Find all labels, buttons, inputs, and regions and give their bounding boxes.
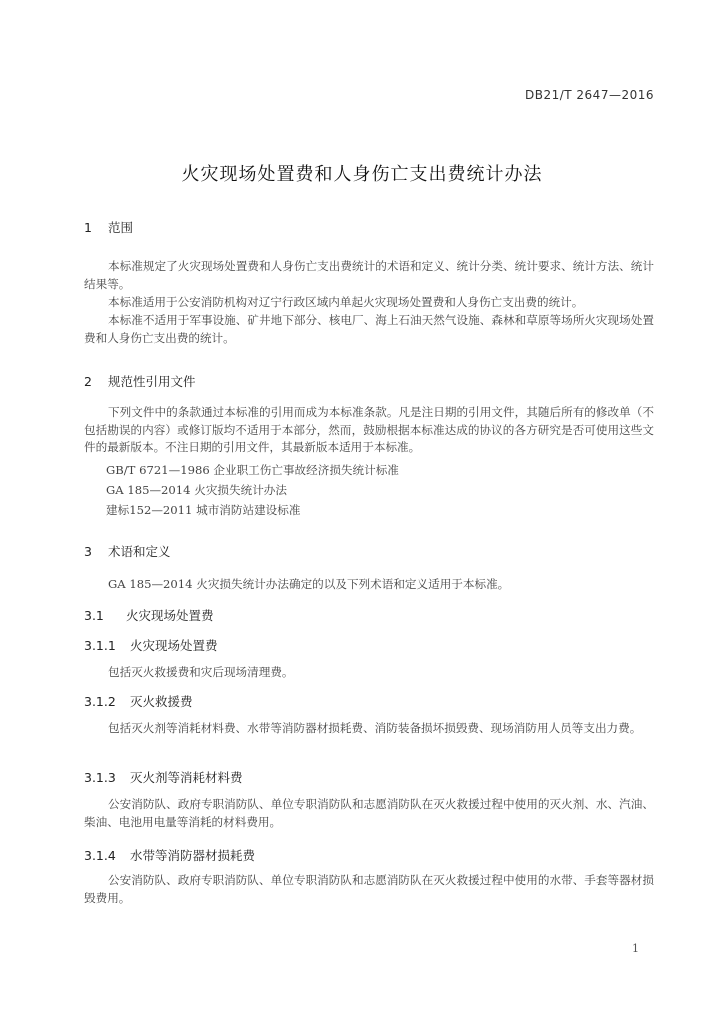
subsection-3-1-1-text: 包括灭火救援费和灾后现场清理费。 — [108, 665, 294, 679]
section-title: 范围 — [107, 220, 133, 235]
subsection-3-1-2-text: 包括灭火剂等消耗材料费、水带等消防器材损耗费、消防装备损坏损毁费、现场消防用人员等支出力费。 — [108, 721, 642, 735]
subsection-title: 灭火救援费 — [129, 694, 193, 709]
subsection-title: 水带等消防器材损耗费 — [129, 848, 255, 863]
page-number: 1 — [632, 942, 639, 955]
section-number: 2 — [84, 374, 92, 389]
subsection-title: 火灾现场处置费 — [129, 638, 218, 653]
section-2-heading — [84, 372, 196, 390]
subsection-number: 3.1.1 — [84, 638, 116, 653]
subsection-title: 火灾现场处置费 — [125, 608, 214, 623]
subsection-3-1-4-heading — [84, 846, 255, 864]
reference-item: GB/T 6721—1986 企业职工伤亡事故经济损失统计标准 — [106, 463, 399, 477]
subsection-3-1-2-heading — [84, 692, 193, 710]
reference-item: 建标152—2011 城市消防站建设标准 — [106, 503, 301, 517]
subsection-number: 3.1 — [84, 608, 104, 623]
section-2-para-1: 下列文件中的条款通过本标准的引用而成为本标准条款。凡是注日期的引用文件，其随后所有的修改单（不包括勘误的内容）或修订版均不适用于本部分，然而，鼓励根据本标准达成的协议的各方研究是否可使用这些文件的最新版本。不注日期的引用文件，其最新版本适用于本标准。 — [84, 405, 654, 454]
standard-code: DB21/T 2647—2016 — [524, 88, 654, 102]
document-title: 火灾现场处置费和人身伤亡支出费统计办法 — [181, 164, 543, 185]
subsection-3-1-1-heading — [84, 636, 218, 654]
subsection-title: 灭火剂等消耗材料费 — [129, 770, 243, 785]
section-number: 1 — [84, 220, 92, 235]
section-3-heading — [84, 542, 171, 560]
section-1-para-2: 本标准适用于公安消防机构对辽宁行政区域内单起火灾现场处置费和人身伤亡支出费的统计。 — [108, 295, 584, 309]
section-1-para-1: 本标准规定了火灾现场处置费和人身伤亡支出费统计的术语和定义、统计分类、统计要求、统计方法、统计结果等。 — [84, 259, 654, 291]
section-1-heading — [84, 218, 133, 236]
subsection-3-1-3-heading — [84, 768, 243, 786]
section-number: 3 — [84, 544, 92, 559]
subsection-3-1-heading — [84, 606, 214, 624]
subsection-number: 3.1.3 — [84, 770, 116, 785]
section-1-para-3: 本标准不适用于军事设施、矿井地下部分、核电厂、海上石油天然气设施、森林和草原等场所火灾现场处置费和人身伤亡支出费的统计。 — [84, 313, 654, 345]
section-3-para-1: GA 185—2014 火灾损失统计办法确定的以及下列术语和定义适用于本标准。 — [108, 577, 510, 591]
subsection-3-1-3-text: 公安消防队、政府专职消防队、单位专职消防队和志愿消防队在灭火救援过程中使用的灭火剂、水、汽油、柴油、电池用电量等消耗的材料费用。 — [84, 797, 654, 829]
section-title: 术语和定义 — [107, 544, 171, 559]
reference-item: GA 185—2014 火灾损失统计办法 — [106, 483, 287, 497]
subsection-number: 3.1.4 — [84, 848, 116, 863]
subsection-number: 3.1.2 — [84, 694, 116, 709]
subsection-3-1-4-text: 公安消防队、政府专职消防队、单位专职消防队和志愿消防队在灭火救援过程中使用的水带、手套等器材损毁费用。 — [84, 873, 654, 905]
section-title: 规范性引用文件 — [107, 374, 196, 389]
